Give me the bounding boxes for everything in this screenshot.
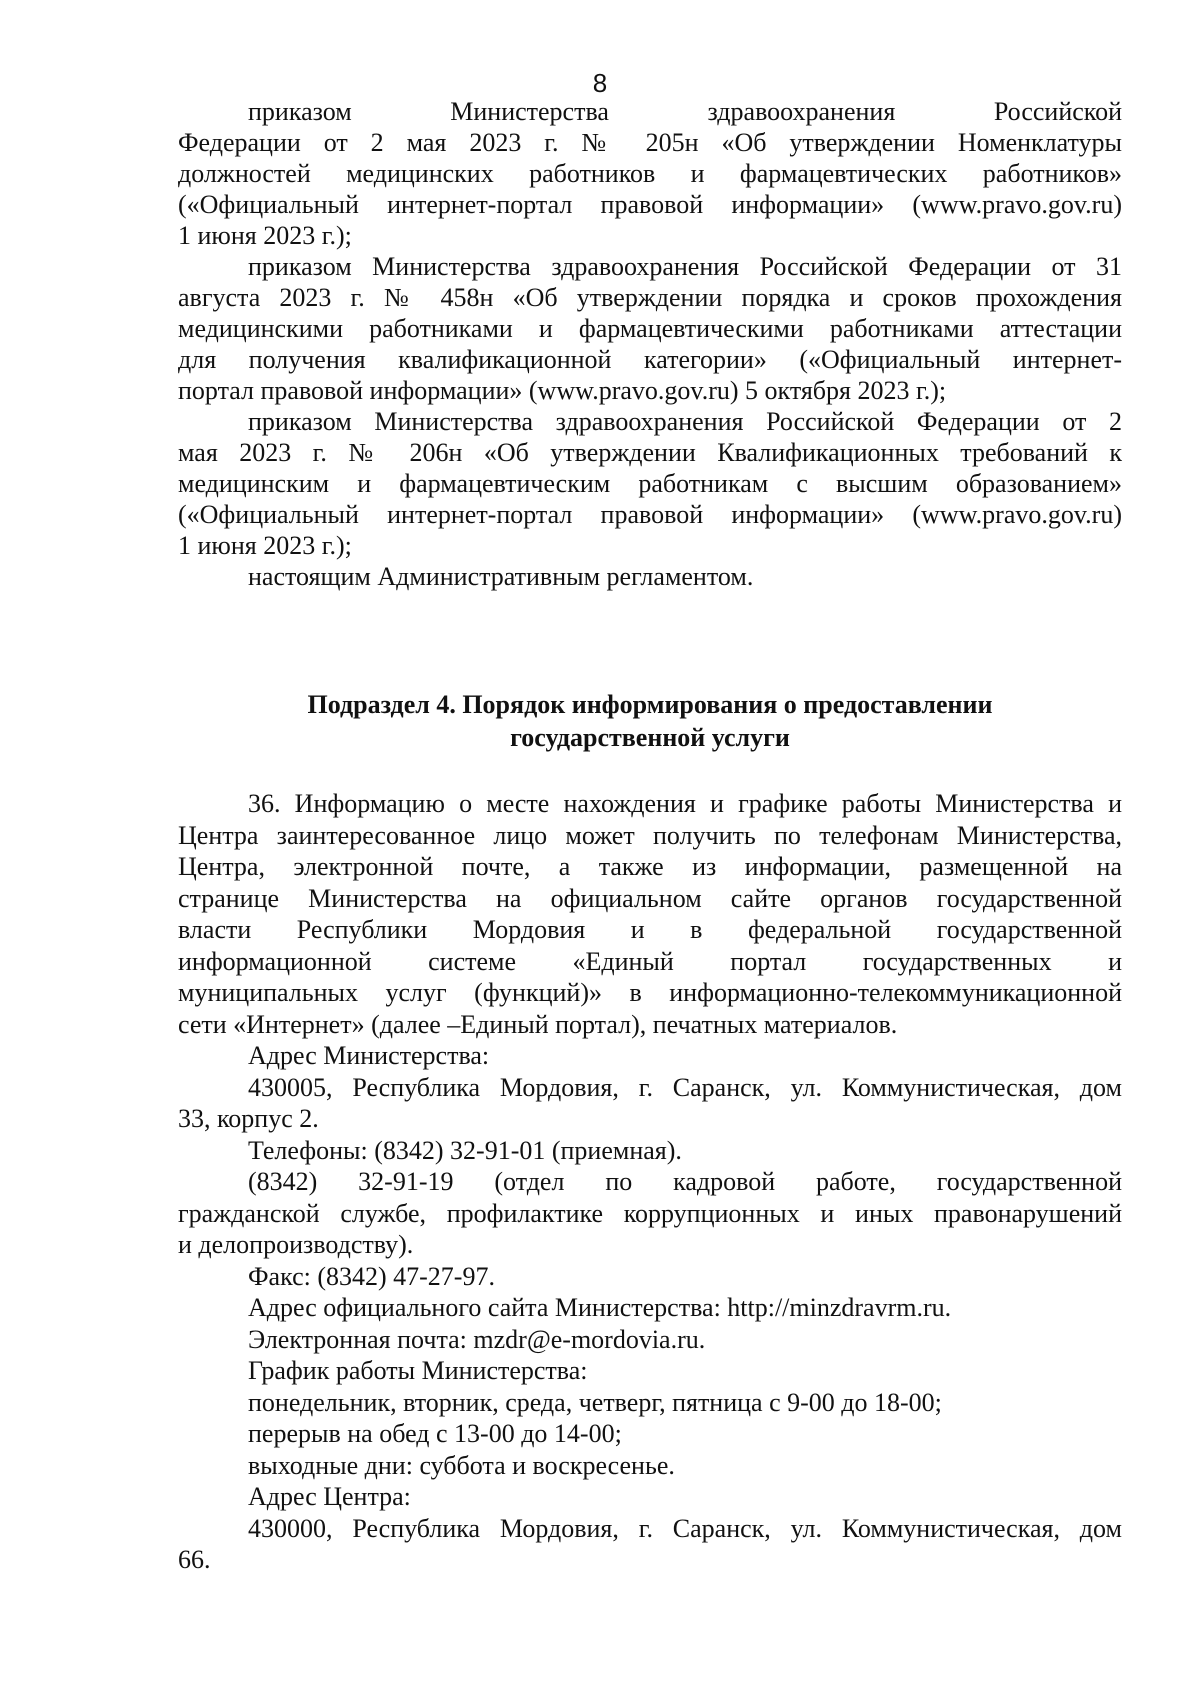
- text-line: 1 июня 2023 г.);: [178, 221, 352, 250]
- text-line: для получения квалификационной категории» («Официальный интернет-: [178, 345, 1122, 374]
- address-line: 66.: [178, 1545, 211, 1574]
- schedule-line: перерыв на обед с 13-00 до 14-00;: [248, 1419, 622, 1448]
- text-line: приказом Министерства здравоохранения Российской Федерации от 2: [248, 407, 1122, 436]
- address-line: 33, корпус 2.: [178, 1104, 319, 1133]
- schedule-heading: График работы Министерства:: [248, 1356, 588, 1385]
- fax-line: Факс: (8342) 47-27-97.: [248, 1261, 495, 1291]
- text-line: Центра, электронной почте, а также из информации, размещенной на: [178, 852, 1122, 881]
- heading-line: государственной услуги: [510, 723, 790, 752]
- text-line: портал правовой информации» (www.pravo.gov.ru) 5 октября 2023 г.);: [178, 376, 947, 405]
- text-line: гражданской службе, профилактике коррупционных и иных правонарушений: [178, 1198, 1122, 1228]
- text-line: приказом Министерства здравоохранения Российской Федерации от 31: [248, 252, 1122, 281]
- page-number: 8: [592, 68, 608, 98]
- phone-line: Телефоны: (8342) 32-91-01 (приемная).: [248, 1135, 682, 1165]
- address-line: 430000, Республика Мордовия, г. Саранск, ул. Коммунистическая, дом: [248, 1513, 1122, 1543]
- center-address-heading: Адрес Центра:: [248, 1482, 411, 1511]
- schedule-line: понедельник, вторник, среда, четверг, пятница с 9-00 до 18-00;: [248, 1387, 942, 1417]
- text-line: медицинскими работниками и фармацевтическими работниками аттестации: [178, 314, 1122, 343]
- legal-acts-list: [178, 96, 1122, 592]
- subsection-heading: [178, 688, 1122, 754]
- text-line: мая 2023 г. № 206н «Об утверждении Квалификационных требований к: [178, 438, 1122, 467]
- text-line: августа 2023 г. № 458н «Об утверждении порядка и сроков прохождения: [178, 283, 1122, 312]
- text-line: должностей медицинских работников и фармацевтических работников»: [178, 159, 1122, 188]
- schedule-line: выходные дни: суббота и воскресенье.: [248, 1450, 675, 1480]
- text-line: («Официальный интернет-портал правовой информации» (www.pravo.gov.ru): [178, 500, 1122, 529]
- text-line: приказом Министерства здравоохранения Российской: [248, 97, 1122, 126]
- email-line: Электронная почта: mzdr@e-mordovia.ru.: [248, 1324, 706, 1354]
- text-line: медицинским и фармацевтическим работникам с высшим образованием»: [178, 469, 1122, 498]
- text-line: и делопроизводству).: [178, 1230, 414, 1259]
- text-line: Центра заинтересованное лицо может получить по телефонам Министерства,: [178, 820, 1122, 850]
- text-line: сети «Интернет» (далее –Единый портал), печатных материалов.: [178, 1009, 898, 1039]
- text-line: («Официальный интернет-портал правовой информации» (www.pravo.gov.ru): [178, 190, 1122, 219]
- text-line: 36. Информацию о месте нахождения и графике работы Министерства и: [248, 789, 1122, 818]
- text-line: муниципальных услуг (функций)» в информационно-телекоммуникационной: [178, 978, 1122, 1007]
- text-line: Адрес Министерства:: [248, 1041, 490, 1070]
- text-line: Федерации от 2 мая 2023 г. № 205н «Об утверждении Номенклатуры: [178, 128, 1122, 157]
- address-line: 430005, Республика Мордовия, г. Саранск, ул. Коммунистическая, дом: [248, 1072, 1122, 1102]
- text-line: информационной системе «Единый портал государственных и: [178, 946, 1122, 976]
- heading-line: Подраздел 4. Порядок информирования о предоставлении: [307, 690, 993, 719]
- text-line: 1 июня 2023 г.);: [178, 531, 352, 560]
- phone-line: (8342) 32-91-19 (отдел по кадровой работе, государственной: [248, 1167, 1122, 1196]
- information-procedure-text: [178, 788, 1122, 1576]
- text-line: власти Республики Мордовия и в федеральной государственной: [178, 915, 1122, 944]
- text-line: настоящим Административным регламентом.: [248, 562, 754, 591]
- website-line: Адрес официального сайта Министерства: http://minzdravrm.ru.: [248, 1293, 952, 1322]
- text-line: странице Министерства на официальном сайте органов государственной: [178, 883, 1122, 913]
